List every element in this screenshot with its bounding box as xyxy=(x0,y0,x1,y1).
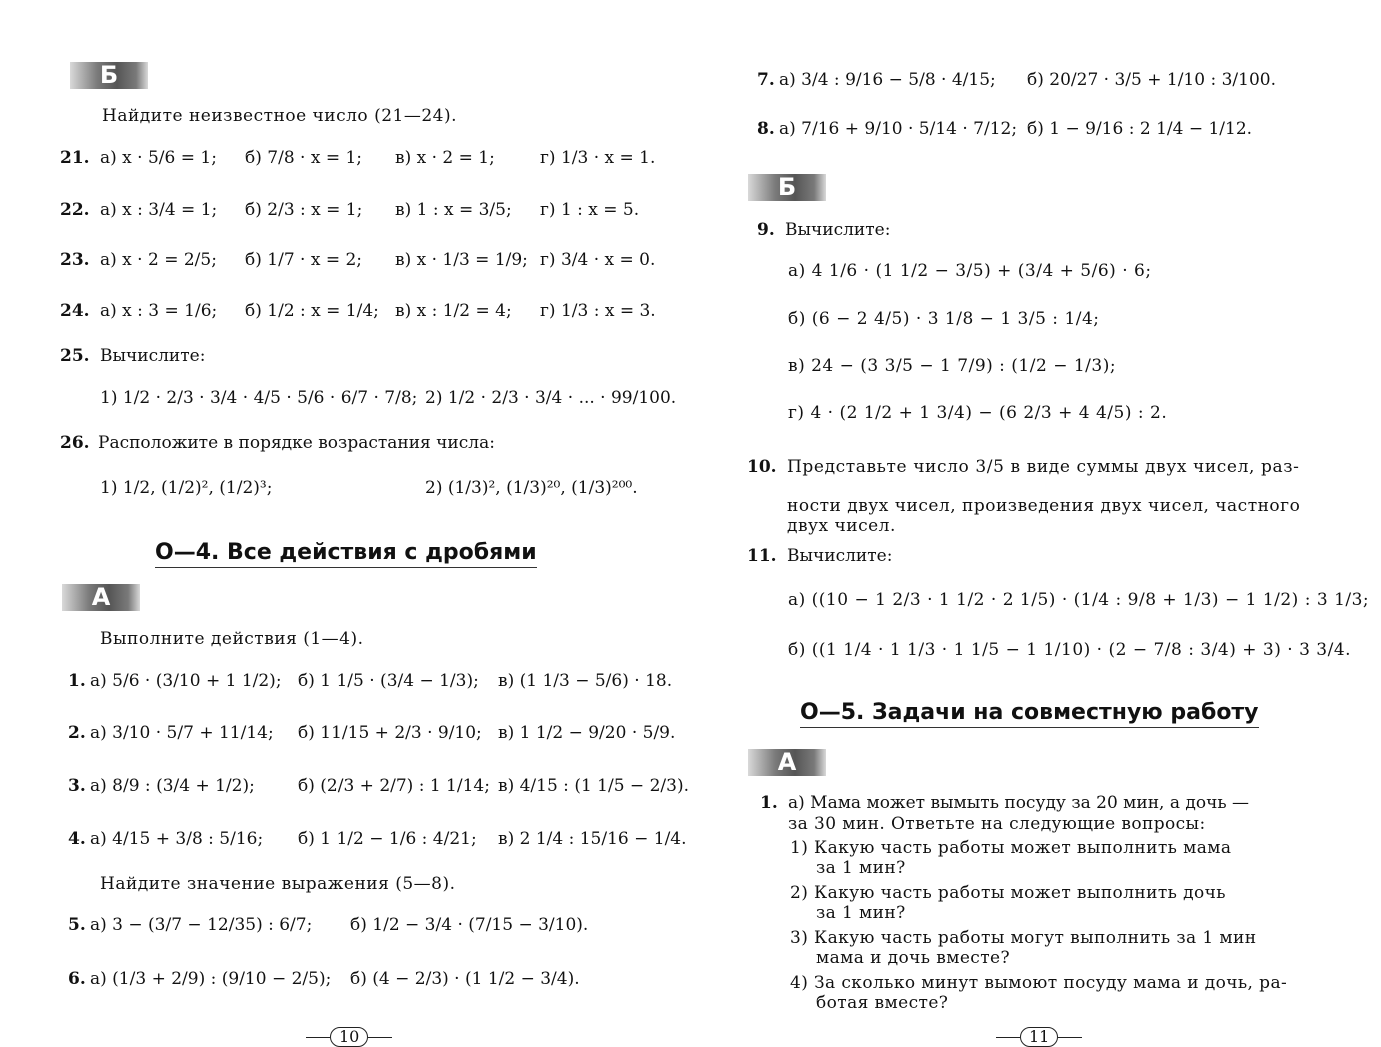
task-line-1: а) Мама может вымыть посуду за 20 мин, а дочь — xyxy=(788,793,1250,813)
item-b: б) 11/15 + 2/3 · 9/10; xyxy=(298,723,482,743)
item-2: 2) (1/3)², (1/3)²⁰, (1/3)²⁰⁰. xyxy=(425,478,638,498)
item-1: 1) 1/2 · 2/3 · 3/4 · 4/5 · 5/6 · 6/7 · 7/8; xyxy=(100,388,418,408)
page-number-value: 10 xyxy=(330,1027,368,1047)
exercise-number: 4. xyxy=(68,829,86,849)
level-badge-b-left: Б xyxy=(70,62,148,89)
item-g: г) 1/3 · x = 1. xyxy=(540,148,656,168)
exercise-text: Вычислите: xyxy=(785,220,891,240)
item-v: в) 1 : x = 3/5; xyxy=(395,200,512,220)
item-a: а) x · 2 = 2/5; xyxy=(100,250,217,270)
level-badge-a-right: А xyxy=(748,749,826,776)
exercise-number: 6. xyxy=(68,969,86,989)
page-number-right xyxy=(996,1027,1082,1047)
item-v: в) 4/15 : (1 1/5 − 2/3). xyxy=(498,776,689,796)
item-v: в) x · 2 = 1; xyxy=(395,148,495,168)
level-badge-b-right: Б xyxy=(748,174,826,201)
problem-number: 26. xyxy=(60,433,90,453)
item-a: а) 5/6 · (3/10 + 1 1/2); xyxy=(90,671,282,691)
exercise-9-v: в) 24 − (3 3/5 − 1 7/9) : (1/2 − 1/3); xyxy=(788,356,1117,376)
item-a: а) 8/9 : (3/4 + 1/2); xyxy=(90,776,255,796)
task-number: 1. xyxy=(760,793,778,813)
item-g: г) 3/4 · x = 0. xyxy=(540,250,656,270)
item-v: в) x : 1/2 = 4; xyxy=(395,301,512,321)
item-a: а) x · 5/6 = 1; xyxy=(100,148,217,168)
item-v: в) 1 1/2 − 9/20 · 5/9. xyxy=(498,723,676,743)
item-b: б) (2/3 + 2/7) : 1 1/14; xyxy=(298,776,490,796)
section-title-o4: О—4. Все действия с дробями xyxy=(155,540,537,568)
exercise-10-line-2: ности двух чисел, произведения двух чисел, частного xyxy=(787,496,1301,516)
exercise-number: 1. xyxy=(68,671,86,691)
item-1: 1) 1/2, (1/2)², (1/2)³; xyxy=(100,478,273,498)
problem-number: 25. xyxy=(60,346,90,366)
item-v: в) (1 1/3 − 5/6) · 18. xyxy=(498,671,673,691)
item-g: г) 1/3 : x = 3. xyxy=(540,301,656,321)
item-a: а) x : 3/4 = 1; xyxy=(100,200,218,220)
instruction-5-8: Найдите значение выражения (5—8). xyxy=(100,874,456,894)
item-b: б) 1 1/5 · (3/4 − 1/3); xyxy=(298,671,479,691)
problem-text: Вычислите: xyxy=(100,346,206,366)
task-1-q2-line-1: 2) Какую часть работы может выполнить дочь xyxy=(790,883,1226,903)
exercise-11-a: а) ((10 − 1 2/3 · 1 1/2 · 2 1/5) · (1/4 : 9/8 + 1/3) − 1 1/2) : 3 1/3; xyxy=(788,590,1370,610)
item-2: 2) 1/2 · 2/3 · 3/4 · ... · 99/100. xyxy=(425,388,677,408)
item-b: б) 20/27 · 3/5 + 1/10 : 3/100. xyxy=(1027,70,1276,90)
exercise-number: 9. xyxy=(757,220,775,240)
item-a: а) 3/10 · 5/7 + 11/14; xyxy=(90,723,274,743)
item-b: б) 1 1/2 − 1/6 : 4/21; xyxy=(298,829,477,849)
page-number-value: 11 xyxy=(1020,1027,1058,1047)
item-a: а) (1/3 + 2/9) : (9/10 − 2/5); xyxy=(90,969,332,989)
section-title-o5: О—5. Задачи на совместную работу xyxy=(800,700,1259,728)
exercise-number: 3. xyxy=(68,776,86,796)
problem-number: 21. xyxy=(60,148,90,168)
exercise-9-a: а) 4 1/6 · (1 1/2 − 3/5) + (3/4 + 5/6) · 6; xyxy=(788,261,1152,281)
problem-number: 23. xyxy=(60,250,90,270)
problem-text: Расположите в порядке возрастания числа: xyxy=(98,433,495,453)
exercise-11-b: б) ((1 1/4 · 1 1/3 · 1 1/5 − 1 1/10) · (2 − 7/8 : 3/4) + 3) · 3 3/4. xyxy=(788,640,1352,660)
exercise-number: 2. xyxy=(68,723,86,743)
item-g: г) 1 : x = 5. xyxy=(540,200,640,220)
item-a: а) 7/16 + 9/10 · 5/14 · 7/12; xyxy=(779,119,1018,139)
task-1-q2-line-2: за 1 мин? xyxy=(816,903,906,923)
item-b: б) 1/7 · x = 2; xyxy=(245,250,363,270)
task-1-q3-line-2: мама и дочь вместе? xyxy=(816,948,1011,968)
task-1-q4-line-2: ботая вместе? xyxy=(816,993,949,1013)
instruction-1-4: Выполните действия (1—4). xyxy=(100,629,364,649)
exercise-number: 7. xyxy=(757,70,775,90)
task-1-q1-line-2: за 1 мин? xyxy=(816,858,906,878)
exercise-number: 5. xyxy=(68,915,86,935)
task-1-q3-line-1: 3) Какую часть работы могут выполнить за 1 мин xyxy=(790,928,1257,948)
item-a: а) 3 − (3/7 − 12/35) : 6/7; xyxy=(90,915,313,935)
item-a: а) 3/4 : 9/16 − 5/8 · 4/15; xyxy=(779,70,996,90)
instruction-21-24: Найдите неизвестное число (21—24). xyxy=(102,106,457,126)
exercise-text: Вычислите: xyxy=(787,546,893,566)
item-v: в) x · 1/3 = 1/9; xyxy=(395,250,528,270)
item-b: б) 1/2 − 3/4 · (7/15 − 3/10). xyxy=(350,915,589,935)
item-b: б) 1 − 9/16 : 2 1/4 − 1/12. xyxy=(1027,119,1253,139)
item-v: в) 2 1/4 : 15/16 − 1/4. xyxy=(498,829,687,849)
exercise-number: 11. xyxy=(747,546,777,566)
task-1-q4-line-1: 4) За сколько минут вымоют посуду мама и дочь, ра- xyxy=(790,973,1288,993)
item-a: а) x : 3 = 1/6; xyxy=(100,301,218,321)
exercise-number: 8. xyxy=(757,119,775,139)
item-b: б) 2/3 : x = 1; xyxy=(245,200,363,220)
exercise-9-b: б) (6 − 2 4/5) · 3 1/8 − 1 3/5 : 1/4; xyxy=(788,309,1100,329)
exercise-number: 10. xyxy=(747,457,777,477)
level-badge-a-left: А xyxy=(62,584,140,611)
item-b: б) 1/2 : x = 1/4; xyxy=(245,301,379,321)
item-b: б) 7/8 · x = 1; xyxy=(245,148,363,168)
page-number-left xyxy=(306,1027,392,1047)
exercise-10-line-3: двух чисел. xyxy=(787,516,896,536)
problem-number: 24. xyxy=(60,301,90,321)
exercise-line-1: Представьте число 3/5 в виде суммы двух чисел, раз- xyxy=(787,457,1300,477)
item-a: а) 4/15 + 3/8 : 5/16; xyxy=(90,829,264,849)
exercise-9-g: г) 4 · (2 1/2 + 1 3/4) − (6 2/3 + 4 4/5) : 2. xyxy=(788,403,1168,423)
task-1-line-2: за 30 мин. Ответьте на следующие вопросы: xyxy=(788,814,1206,834)
item-b: б) (4 − 2/3) · (1 1/2 − 3/4). xyxy=(350,969,580,989)
problem-number: 22. xyxy=(60,200,90,220)
task-1-q1-line-1: 1) Какую часть работы может выполнить мама xyxy=(790,838,1232,858)
